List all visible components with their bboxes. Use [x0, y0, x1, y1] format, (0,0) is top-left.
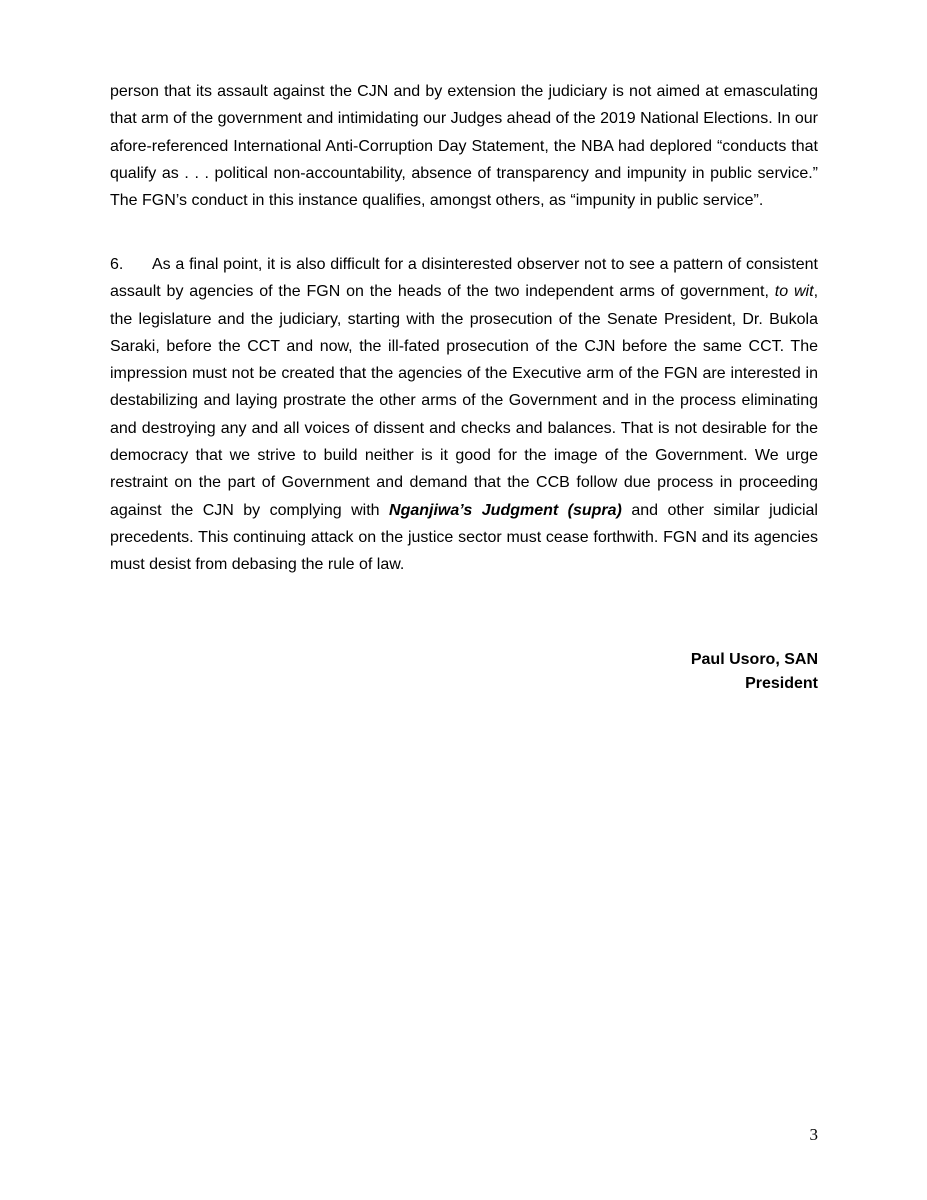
signature-block — [691, 648, 818, 696]
paragraph-6 — [110, 251, 818, 579]
paragraph-6-text-part-3: and other similar judicial precedents. This continuing attack on the justice sector must cease forthwith. FGN and its agencies must desist from debasing the rule of law. — [110, 501, 818, 574]
paragraph-number: 6. — [110, 256, 124, 273]
paragraph-continuation: person that its assault against the CJN and by extension the judiciary is not aimed at emasculating that arm of the government and intimidating our Judges ahead of the 2019 National Elections. In our afore-referenced International Anti-Corruption Day Statement, the NBA had deplored “conducts that qualify as . . . political non-accountability, absence of transparency and impunity in public service.” The FGN’s conduct in this instance qualifies, amongst others, as “impunity in public service”. — [110, 83, 818, 210]
paragraph-6-text-part-1: As a final point, it is also difficult for a disinterested observer not to see a pattern of consistent assault by agencies of the FGN on the heads of the two independent arms of government, — [110, 256, 818, 301]
case-citation: Nganjiwa’s Judgment (supra) — [389, 501, 622, 519]
signatory-name: Paul Usoro, SAN — [690, 651, 818, 668]
italic-phrase-to-wit: to wit — [774, 283, 814, 301]
page-number: 3 — [809, 1125, 818, 1144]
signatory-title: President — [745, 675, 818, 692]
paragraph-6-text-part-2: , the legislature and the judiciary, starting with the prosecution of the Senate President, Dr. Bukola Saraki, before the CCT and now, the ill-fated prosecution of the CJN before the same CCT. The impression must not be created that the agencies of the Executive arm of the FGN are interested in destabilizing and laying prostrate the other arms of the Government and in the process eliminating and destroying any and all voices of dissent and checks and balances. That is not desirable for the democracy that we strive to build neither is it good for the image of the Government. We urge restraint on the part of Government and demand that the CCB follow due process in proceeding against the CJN by complying with — [110, 283, 819, 519]
